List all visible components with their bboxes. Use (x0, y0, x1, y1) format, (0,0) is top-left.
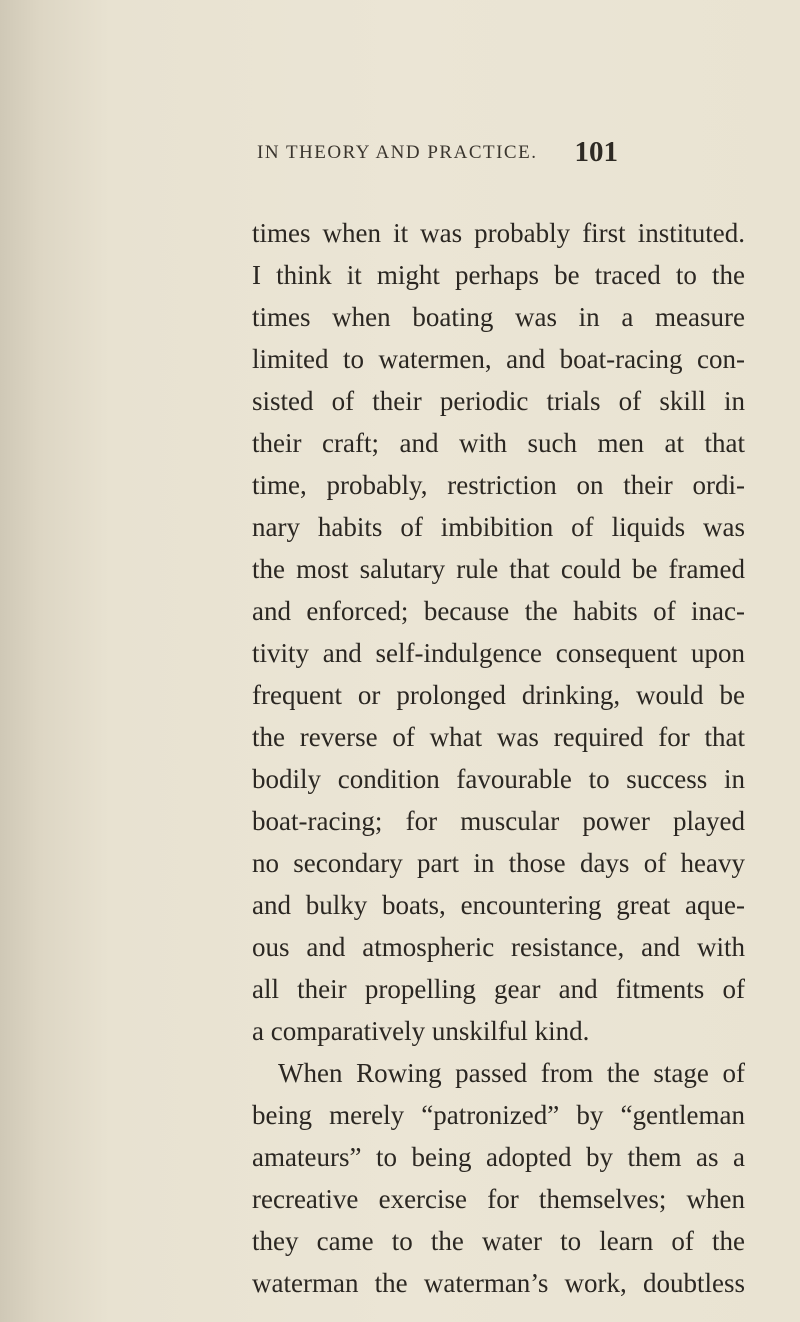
text-line: frequent or prolonged drinking, would be (252, 680, 745, 710)
text-line: all their propelling gear and fitments of (252, 974, 745, 1004)
page-number: 101 (574, 136, 618, 168)
running-head: IN THEORY AND PRACTICE. (257, 142, 538, 163)
paragraph-start-line: When Rowing passed from the stage of (278, 1058, 745, 1088)
text-line: tivity and self-indulgence consequent upon (252, 638, 745, 668)
text-line: no secondary part in those days of heavy (252, 848, 745, 878)
text-line: waterman the waterman’s work, doubtless (252, 1268, 745, 1298)
text-line: the reverse of what was required for that (252, 722, 745, 752)
text-line: time, probably, restriction on their ordi- (252, 470, 745, 500)
text-line: bodily condition favourable to success in (252, 764, 745, 794)
text-line: limited to watermen, and boat-racing con- (252, 344, 745, 374)
body-text (252, 212, 745, 1304)
text-line: their craft; and with such men at that (252, 428, 745, 458)
text-line: sisted of their periodic trials of skill in (252, 386, 745, 416)
text-line: the most salutary rule that could be framed (252, 554, 745, 584)
text-line: being merely “patronized” by “gentleman (252, 1100, 745, 1130)
text-line: I think it might perhaps be traced to the (252, 260, 745, 290)
text-line: ous and atmospheric resistance, and with (252, 932, 745, 962)
paragraph-end-line: a comparatively unskilful kind. (252, 1016, 590, 1046)
text-line: and enforced; because the habits of inac- (252, 596, 745, 626)
text-line: recreative exercise for themselves; when (252, 1184, 745, 1214)
text-line: boat-racing; for muscular power played (252, 806, 745, 836)
text-line: times when boating was in a measure (252, 302, 745, 332)
text-line: and bulky boats, encountering great aque- (252, 890, 745, 920)
text-line: nary habits of imbibition of liquids was (252, 512, 745, 542)
text-line: they came to the water to learn of the (252, 1226, 745, 1256)
text-line: amateurs” to being adopted by them as a (252, 1142, 745, 1172)
page-header (252, 136, 618, 172)
text-line: times when it was probably first instituted. (252, 218, 745, 248)
